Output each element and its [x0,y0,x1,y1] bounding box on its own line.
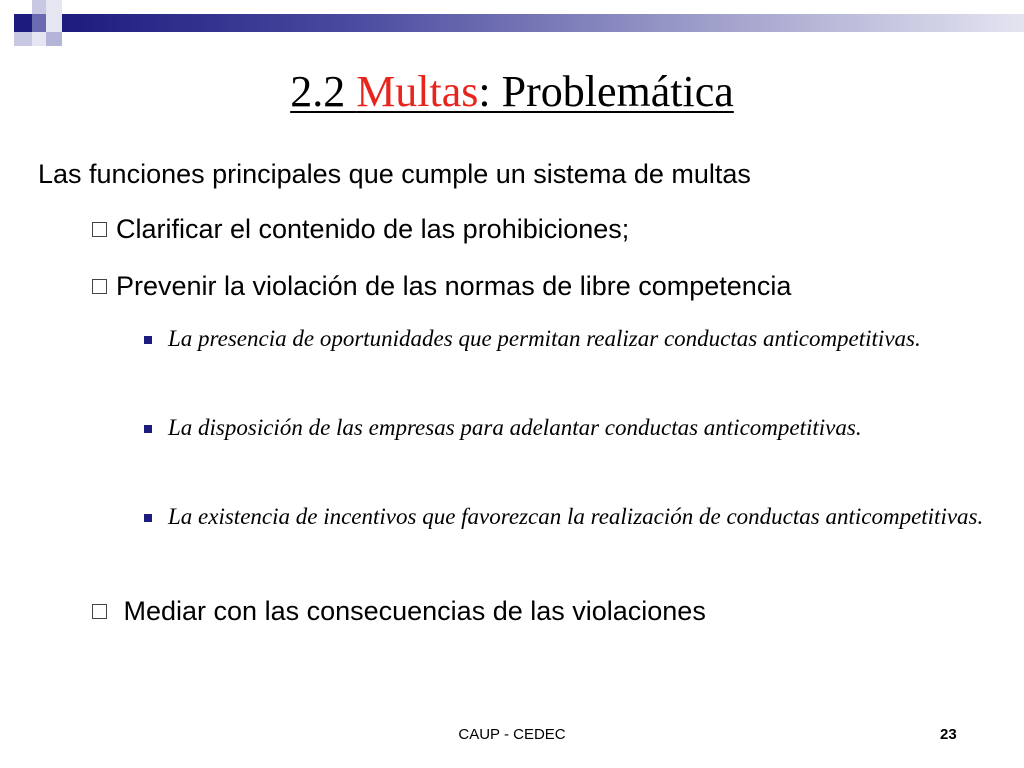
box-bullet-icon [92,279,107,294]
decor-square [46,32,62,46]
bullet-item [92,591,706,631]
box-bullet-icon [92,222,107,237]
sub-bullet-text: La presencia de oportunidades que permitan realizar conductas anticompetitivas. [168,326,921,351]
footer-label: CAUP - CEDEC [458,726,566,743]
slide-title-text [290,67,734,116]
box-bullet-icon [92,604,107,619]
title-accent: Multas [356,67,479,116]
page-number: 23 [940,726,957,743]
slide-title [0,64,1024,120]
title-prefix: 2.2 [290,67,357,116]
decor-square [46,14,62,32]
bullet-text: Clarificar el contenido de las prohibiciones; [116,214,630,244]
bullet-item [92,209,629,249]
decor-square [32,32,46,46]
decor-square [14,14,32,32]
intro-text: Las funciones principales que cumple un sistema de multas [38,159,751,189]
sub-bullet-text: La existencia de incentivos que favorezcan la realización de conductas anticompetitivas. [168,504,984,529]
decor-square [32,14,46,32]
header-gradient-bar [62,14,1024,32]
decor-square [32,0,46,14]
square-bullet-icon [144,425,152,433]
square-bullet-icon [144,336,152,344]
title-suffix: : Problemática [478,67,734,116]
bullet-text: Mediar con las consecuencias de las violaciones [116,596,706,626]
bullet-item [92,266,791,306]
decor-square [46,0,62,14]
bullet-text: Prevenir la violación de las normas de libre competencia [116,271,792,301]
square-bullet-icon [144,514,152,522]
header-decoration [0,0,1024,50]
decor-square [14,32,32,46]
sub-bullet-text: La disposición de las empresas para adelantar conductas anticompetitivas. [168,415,862,440]
